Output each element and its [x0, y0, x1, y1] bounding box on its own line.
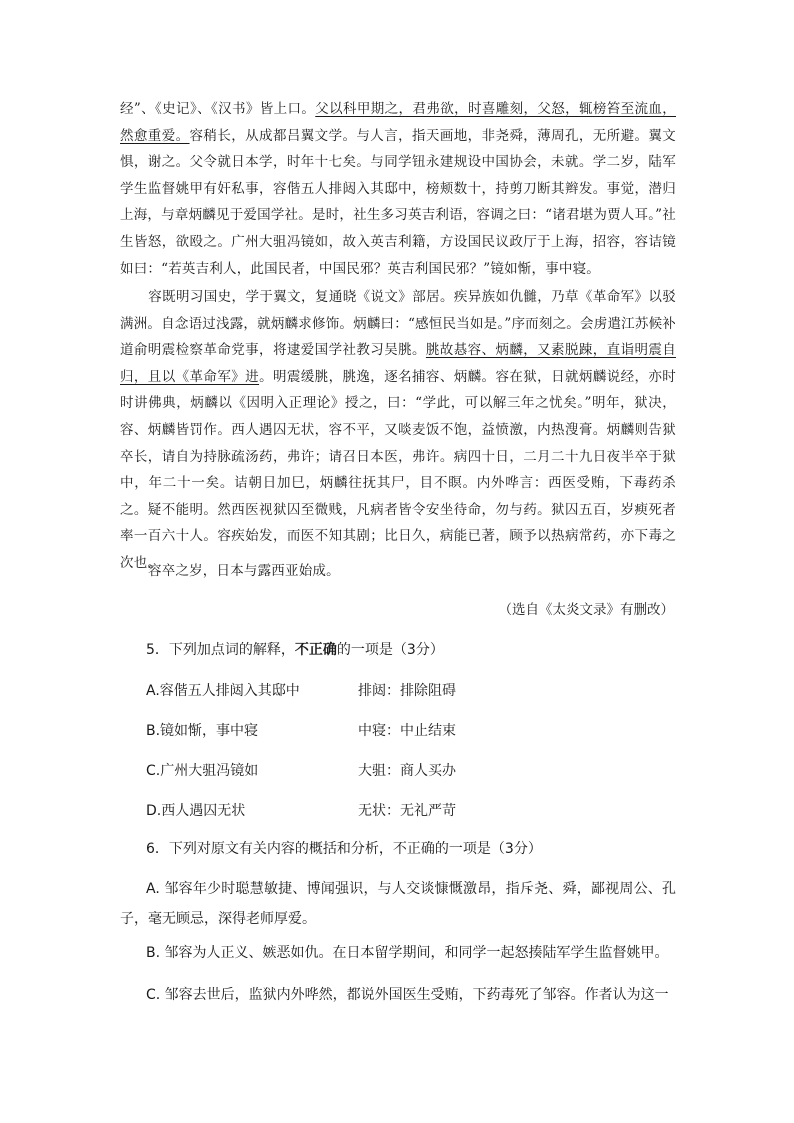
question-6-option-a: A. 邹容年少时聪慧敏捷、博闻强识，与人交谈慷慨激昂，指斥尧、舜，鄙视周公、孔子，毫无顾忌，深得老师厚爱。	[120, 881, 676, 927]
option-gloss: 中寝：中止结束	[358, 723, 456, 739]
source-citation: （选自《太炎文录》有删改）	[498, 602, 674, 618]
question-6-option-c: C. 邹容去世后，监狱内外哗然，都说外国医生受贿，下药毒死了邹容。作者认为这一	[146, 987, 669, 1003]
passage-text: 经”、《史记》、《汉书》皆上口。	[120, 101, 316, 117]
option-gloss: 无状：无礼严苛	[358, 803, 456, 819]
question-5-stem: 5．下列加点词的解释，不正确的一项是（3分）	[146, 642, 444, 658]
underlined-sentence: 朓故惎容、炳麟，又素脱踈，直诣明震自归，且以《革命军》进	[120, 342, 676, 385]
question-5-option-d: D.西人遇囚无状 无状：无礼严苛	[146, 803, 456, 819]
question-5-option-a: A.容偕五人排闼入其邸中 排闼：排除阻碍	[146, 683, 456, 699]
passage-text: 容卒之岁，日本与露西亚始成。	[148, 563, 340, 579]
question-6-option-b: B. 邹容为人正义、嫉恶如仇。在日本留学期间，和同学一起怒揍陆军学生监督姚甲。	[146, 945, 669, 961]
emphasis-text: 不正确	[294, 642, 337, 658]
question-5-option-c: C.广州大驵冯镜如 大驵：商人买办	[146, 763, 456, 779]
passage-paragraph-1	[120, 96, 676, 282]
passage-text: 容稍长，从成都吕翼文学。与人言，指天画地，非尧舜，薄周孔，无所避。翼文惧，谢之。父令就日本学，时年十七矣。与同学钮永建规设中国协会，未就。学二岁，陆军学生监督姚甲有奸私事，容偕五人排闼入其邸中，榜颊数十，持剪刀断其辫发。事觉，潜归上海，与章炳麟见于爱国学社。是时，社生多习英吉利语，容调之曰：“诸君堪为贾人耳。”社生皆怒，欲殴之。广州大驵冯镜如，故入英吉利籍，方设国民议政厅于上海，招容，容诘镜如曰：“若英吉利人，此国民者，中国民邪？英吉利国民邪？”镜如惭，事中寝。	[120, 127, 677, 277]
passage-paragraph-2	[120, 284, 676, 577]
question-5-option-b: B.镜如惭，事中寝 中寝：中止结束	[146, 723, 456, 739]
question-6-stem: 6．下列对原文有关内容的概括和分析，不正确的一项是（3分）	[146, 841, 542, 857]
passage-text: 。明震缓朓，朓逸，逐名捕容、炳麟。容在狱，日就炳麟说经，亦时时讲佛典，炳麟以《因明入正理论》授之，曰：“学此，可以解三年之忧矣。”明年，狱决，容、炳麟皆罚作。西人遇囚无状，容不平，又啖麦饭不饱，益愤激，内热溲膏。炳麟则告狱卒长，请自为持脉疏汤药，弗许；请召日本医，弗许。病四十日，二月二十九日夜半卒于狱中，年二十一矣。诘朝日加巳，炳麟往抚其尸，目不瞑。内外哗言：西医受贿，下毒药杀之。疑不能明。然西医视狱囚至微贱，凡病者皆令安坐待命，勿与药。狱囚五百，岁瘐死者率一百六十人。容疾始发，而医不知其剧；比日久，病能已著，顾予以热病常药，亦下毒之次也。	[120, 368, 677, 571]
passage-text: 容既明习国史，学于翼文，复通晓《说文》部居。疾异族如仇雠，乃草《革命军》以驳满洲。自念语过浅露，就炳麟求修饰。炳麟曰：“感恒民当如是。”序而刻之。会虏遣江苏候补道俞明震检察革命党事，将逮爱国学社教习吴朓。	[120, 289, 676, 359]
option-gloss: 排闼：排除阻碍	[358, 683, 456, 699]
option-gloss: 大驵：商人买办	[358, 763, 456, 779]
underlined-sentence: 父以科甲期之，君弗欲，时喜雕刻，父怒，辄榜笞至流血，然愈重爱。	[120, 101, 676, 144]
passage-paragraph-3	[120, 558, 676, 585]
